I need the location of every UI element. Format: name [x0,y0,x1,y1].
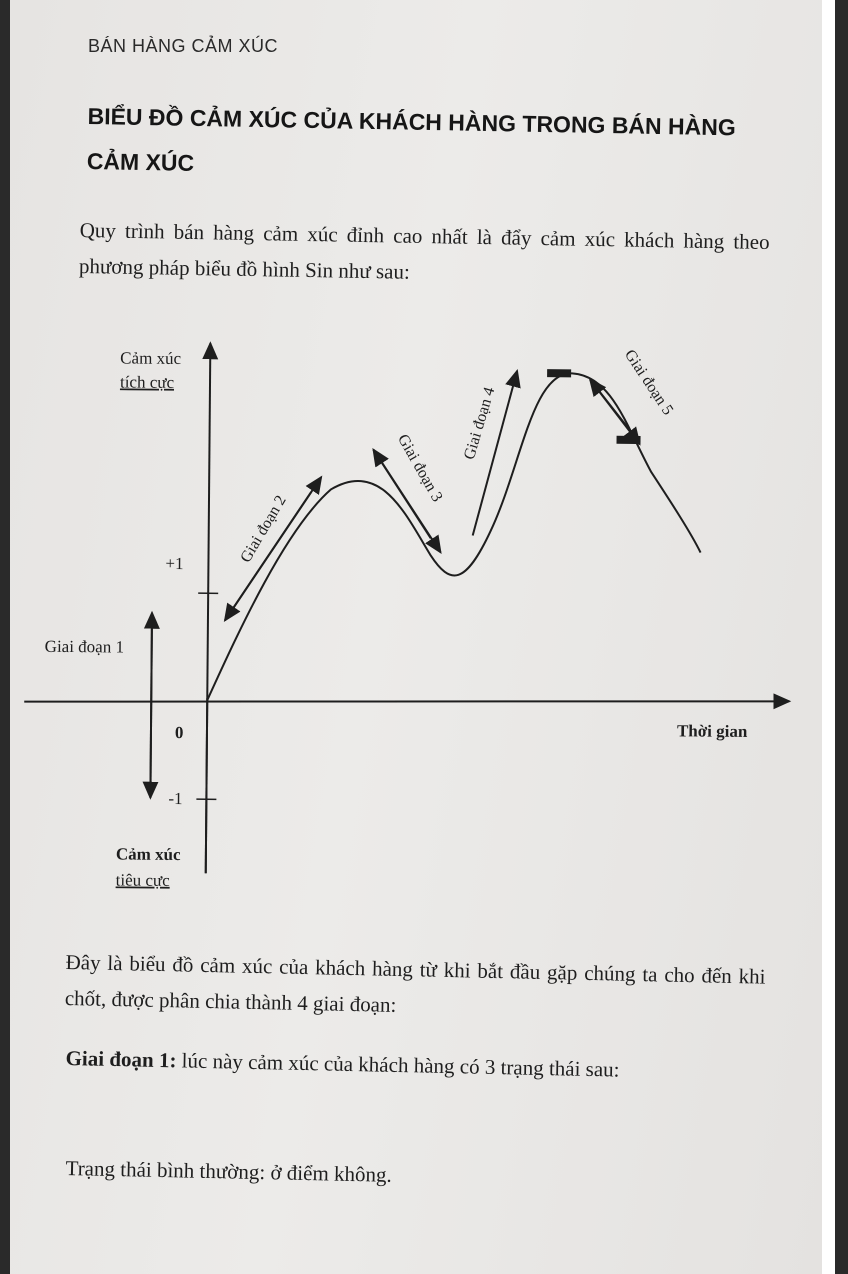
intro-paragraph: Quy trình bán hàng cảm xúc đỉnh cao nhất là đẩy cảm xúc khách hàng theo phương pháp biểu đồ hình Sin như sau: [78,217,770,284]
body-paragraph-1: Đây là biểu đồ cảm xúc của khách hàng từ khi bắt đầu gặp chúng ta cho đến khi chốt, được phân chia thành 4 giai đoạn: [64,949,766,1017]
stage-1-description: lúc này cảm xúc của khách hàng có 3 trạng thái sau: [176,1048,620,1082]
stage-5-arrow-back [590,380,630,430]
stage-1-heading: Giai đoạn 1: [65,1045,177,1073]
y-positive-label-1: Cảm xúc [120,348,182,368]
section-title: BIỂU ĐỒ CẢM XÚC CỦA KHÁCH HÀNG TRONG BÁN HÀNG CẢM XÚC [86,102,736,176]
tick-plus-label: +1 [165,553,184,574]
x-axis [24,695,789,709]
emotion-chart [10,327,812,904]
body-paragraph-2 [65,1040,766,1091]
stage-5-end-marker [617,436,641,444]
stage-1-arrow-back [150,628,151,798]
y-negative-label-1: Cảm xúc [115,844,181,865]
running-header: BÁN HÀNG CẢM XÚC [88,36,279,56]
stage-1-label: Giai đoạn 1 [44,636,125,657]
peak-marker [547,369,571,377]
x-axis-label: Thời gian [676,721,748,741]
stage-4-label: Giai đoạn 4 [460,385,499,462]
stage-3-label: Giai đoạn 3 [394,431,446,505]
page-edge [822,0,835,1274]
stage-2-label: Giai đoạn 2 [237,492,290,566]
body-paragraph-3: Trạng thái bình thường: ở điểm không. [65,1155,393,1187]
stage-5-label: Giai đoạn 5 [620,346,677,419]
book-page [10,0,835,1274]
tick-minus-label: -1 [168,788,183,809]
y-axis-lower [206,698,208,873]
tick-zero-label: 0 [174,722,184,743]
y-negative-label-2: tiêu cực [115,870,170,890]
y-positive-label-2: tích cực [119,372,175,392]
